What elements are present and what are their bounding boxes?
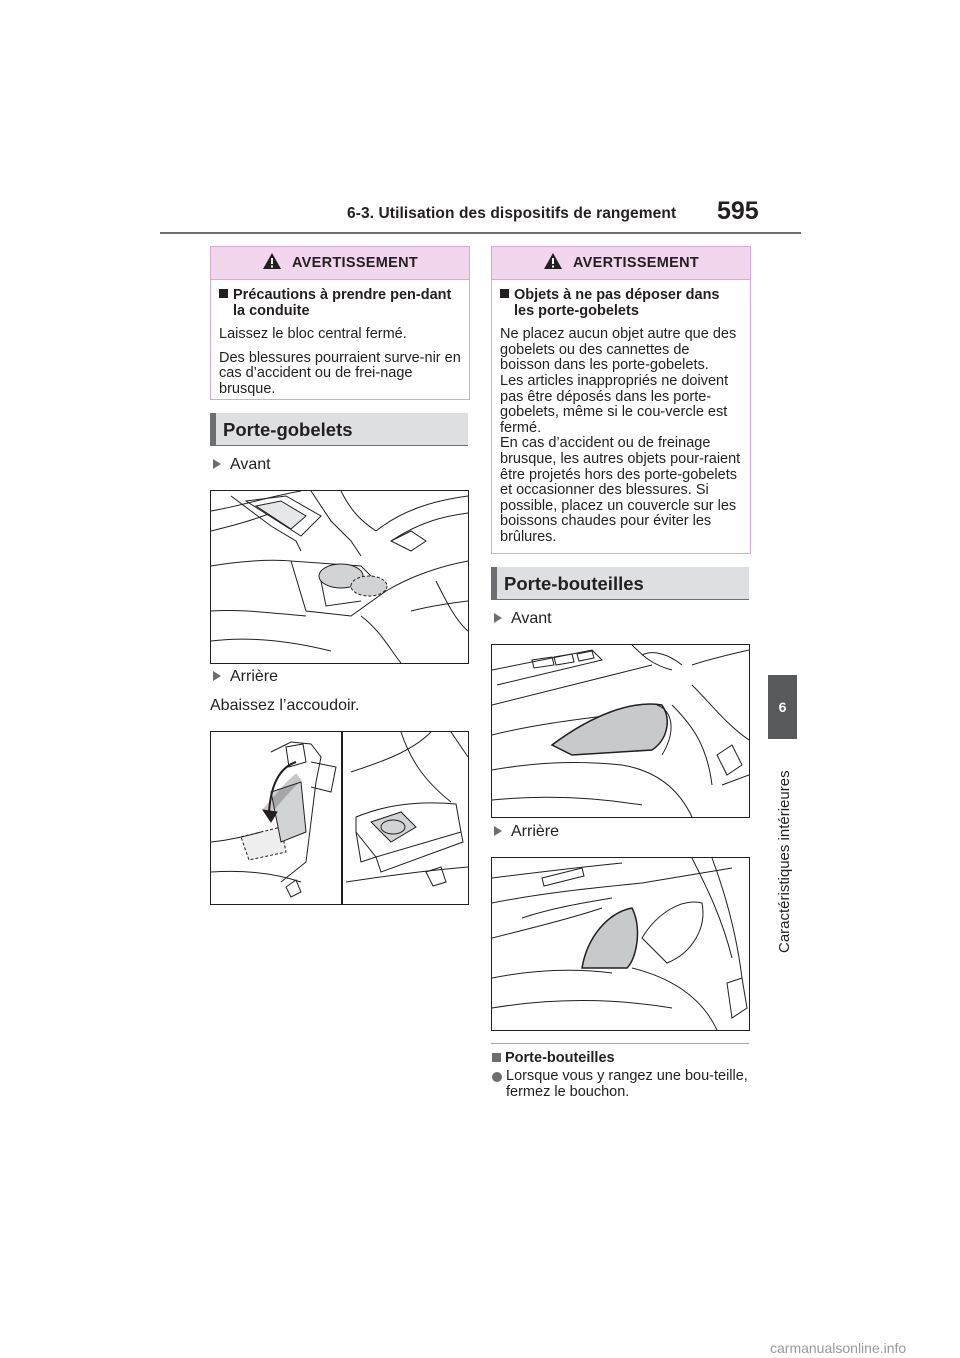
figure-front-cup-holder [210,490,469,664]
warning-box-driving [210,246,470,400]
warning-triangle-icon [543,252,563,270]
chapter-tab: 6 [768,675,797,739]
arrow-bullet-icon [213,671,221,681]
warning-subheading-text: Objets à ne pas déposer dans les porte-gobelets [514,287,720,319]
note-divider [491,1043,749,1044]
section-title: 6-3. Utilisation des dispositifs de rangement [347,205,677,222]
note-text: Lorsque vous y rangez une bou-teille, fermez le bouchon. [506,1068,748,1100]
arrow-bullet-icon [213,459,221,469]
warning-paragraph: Des blessures pourraient surve-nir en cas d’accident ou de frei-nage brusque. [219,349,461,397]
warning-header [211,247,469,280]
warning-paragraph: Les articles inappropriés ne doivent pas être déposés dans les porte-gobelets, même si le cou-vercle est fermé. [500,372,729,436]
warning-triangle-icon [262,252,282,270]
note-heading: Porte-bouteilles [492,1050,615,1066]
header-rule [160,232,801,234]
circle-bullet-icon [492,1072,502,1082]
figure-front-bottle-holder [491,644,750,818]
note-body [492,1069,750,1100]
rear-cup-holder-instruction: Abaissez l’accoudoir. [210,697,360,714]
front-cup-holder-label: Avant [213,456,271,474]
warning-subheading-text: Précautions à prendre pen-dant la conduite [233,287,452,319]
section-heading-bottle-holders: Porte-bouteilles [491,567,749,600]
arrow-bullet-icon [494,613,502,623]
warning-subheading [219,288,461,319]
warning-box-cup-holder-objects [491,246,751,554]
warning-subheading [500,288,742,319]
figure-rear-armrest [210,731,469,905]
rear-cup-holder-label: Arrière [213,668,278,686]
front-bottle-holder-label: Avant [494,610,552,628]
warning-paragraph: Laissez le bloc central fermé. [219,326,407,343]
figure-rear-bottle-holder [491,857,750,1031]
warning-heading: AVERTISSEMENT [291,255,419,271]
chapter-label-text: Caractéristiques intérieures [776,770,793,953]
warning-paragraph: Ne placez aucun objet autre que des gobelets ou des cannettes de boisson dans les porte-gobelets. [500,326,737,374]
warning-heading: AVERTISSEMENT [572,255,700,271]
rear-bottle-holder-label: Arrière [494,823,559,841]
arrow-bullet-icon [494,826,502,836]
square-bullet-icon [500,289,509,298]
page-number: 595 [717,197,759,225]
square-bullet-icon [219,289,228,298]
warning-header [492,247,750,280]
warning-paragraph: En cas d’accident ou de freinage brusque, les autres objets pour-raient être projetés hors des porte-gobelets et occasionner des blessures. Si possible, placez un couvercle sur les boissons chaudes pour éviter les brûlures. [500,435,741,545]
chapter-label [771,745,795,955]
section-heading-cup-holders: Porte-gobelets [210,413,468,446]
watermark: carmanualsonline.info [770,1340,907,1356]
square-bullet-icon [492,1053,501,1062]
